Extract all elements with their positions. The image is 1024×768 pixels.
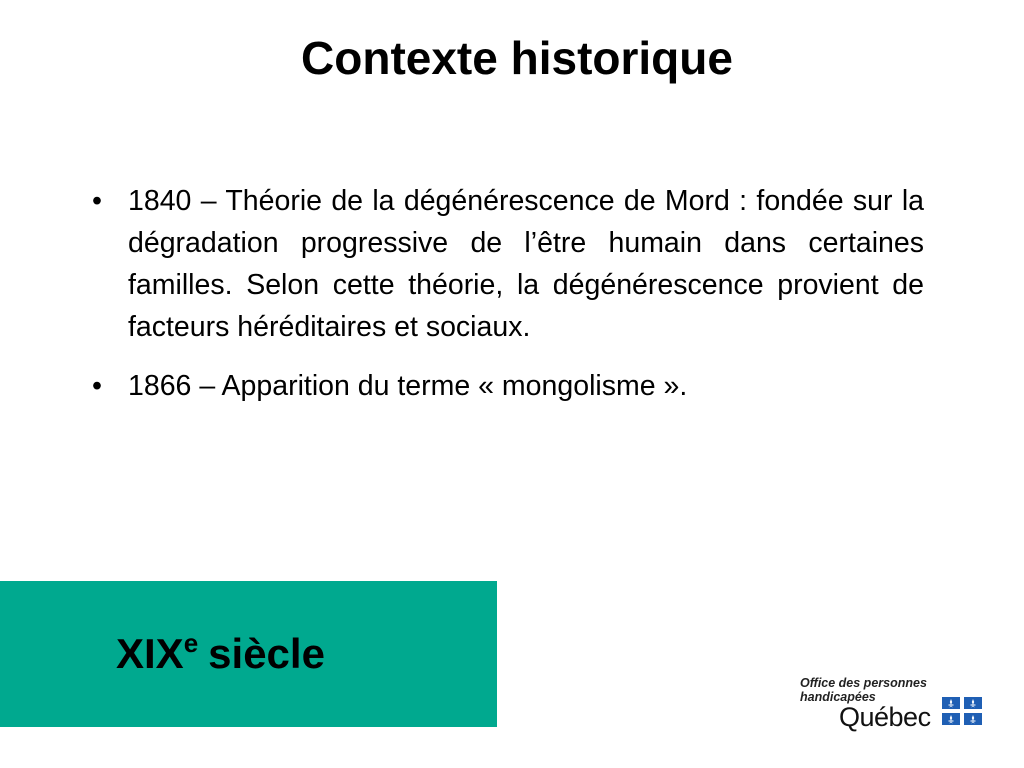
logo-org-line-1: Office des personnes [800,676,927,690]
century-roman: XIX [116,630,184,677]
logo-organization [800,676,927,704]
bullet-text: 1840 – Théorie de la dégénérescence de Mord : fondée sur la dégradation progressive de l’être humain dans certaines familles. Selon cette théorie, la dégénérescence provient de facteurs héréditaires et sociaux. [128,185,924,343]
fleurdelise-flag-icon [942,697,982,725]
logo-wordmark: Québec [839,702,931,732]
bullet-list [92,180,924,424]
logo-org-line-2: handicapées [800,690,876,704]
century-superscript: e [183,628,199,658]
list-item [92,365,924,407]
century-label [116,626,325,682]
century-word: siècle [208,630,325,677]
slide-title: Contexte historique [301,32,733,84]
bullet-icon: • [92,370,102,402]
bullet-icon: • [92,185,102,217]
ophq-logo [800,676,990,736]
list-item [92,180,924,348]
bullet-text: 1866 – Apparition du terme « mongolisme ». [128,370,688,402]
